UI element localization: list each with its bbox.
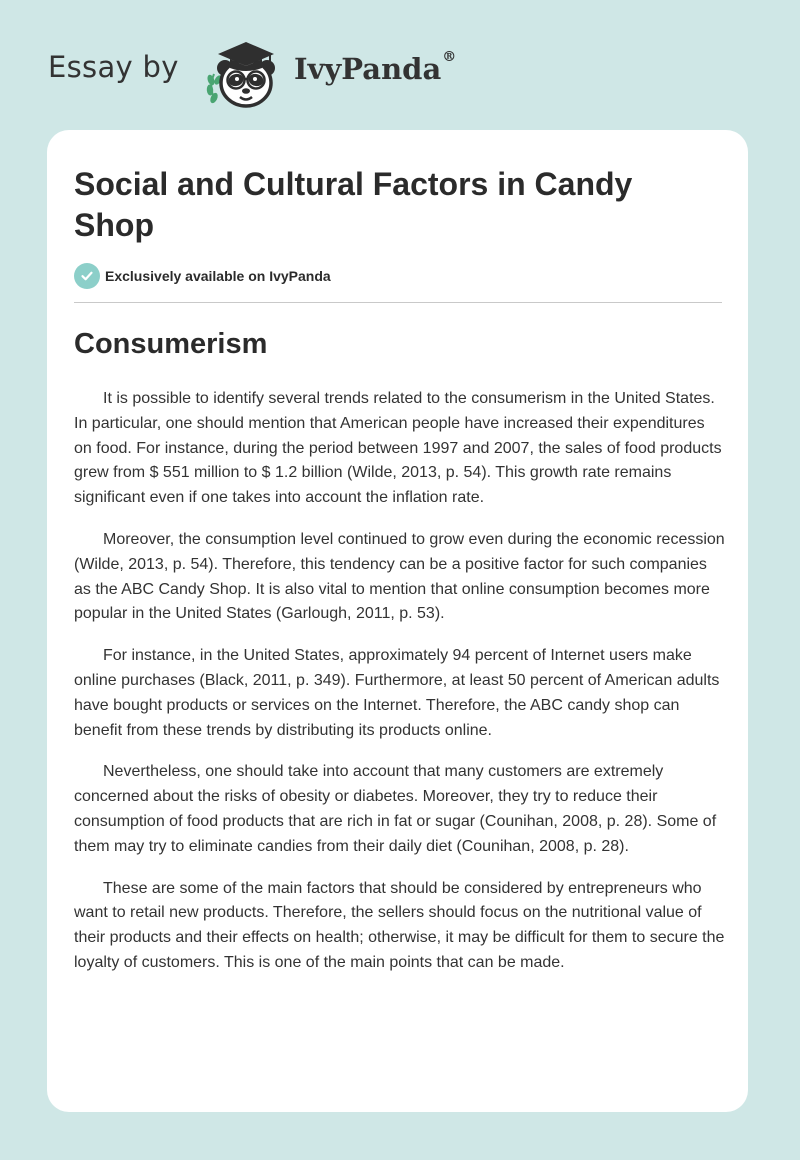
paragraph: For instance, in the United States, approximately 94 percent of Internet users make online purchases (Black, 2011, p. 349). Furthermore, at least 50 percent of American adults have bought products or services on the Internet. Therefore, the ABC candy shop can benefit from these trends by distributing its products online. [74, 647, 720, 739]
essay-body [74, 387, 726, 993]
divider [74, 302, 722, 303]
site-header [0, 0, 800, 128]
check-icon [74, 263, 100, 289]
badge-label: Exclusively available on IvyPanda [105, 268, 331, 284]
registered-mark: ® [442, 49, 457, 65]
exclusive-badge [74, 263, 331, 289]
essay-title: Social and Cultural Factors in Candy Shop [74, 166, 633, 243]
paragraph: These are some of the main factors that should be considered by entrepreneurs who want to retail new products. Therefore, the sellers should focus on the nutritional value of their products and their effects on health; otherwise, it may be difficult for them to secure the loyalty of customers. This is one of the main points that can be made. [74, 879, 725, 971]
panda-logo-icon [200, 34, 292, 110]
brand-name: IvyPanda® [294, 49, 457, 86]
paragraph: Nevertheless, one should take into account that many customers are extremely concerned about the risks of obesity or diabetes. Moreover, they try to reduce their consumption of food products that are rich in fat or sugar (Counihan, 2008, p. 28). Some of them may try to eliminate candies from their daily diet (Counihan, 2008, p. 28). [74, 763, 717, 855]
paragraph: Moreover, the consumption level continued to grow even during the economic recession (Wilde, 2013, p. 54). Therefore, this tendency can be a positive factor for such companies as the ABC Candy Shop. It is also vital to mention that online consumption becomes more popular in the United States (Garlough, 2011, p. 53). [74, 530, 725, 623]
paragraph: It is possible to identify several trends related to the consumerism in the United States. In particular, one should mention that American people have increased their expenditures on food. For instance, during the period between 1997 and 2007, the sales of food products grew from $ 551 million to $ 1.2 billion (Wilde, 2013, p. 54). This growth rate remains significant even if one takes into account the inflation rate. [74, 390, 722, 507]
essay-by-label: Essay by [48, 50, 179, 84]
section-heading: Consumerism [74, 328, 268, 360]
essay-card [47, 130, 748, 1112]
